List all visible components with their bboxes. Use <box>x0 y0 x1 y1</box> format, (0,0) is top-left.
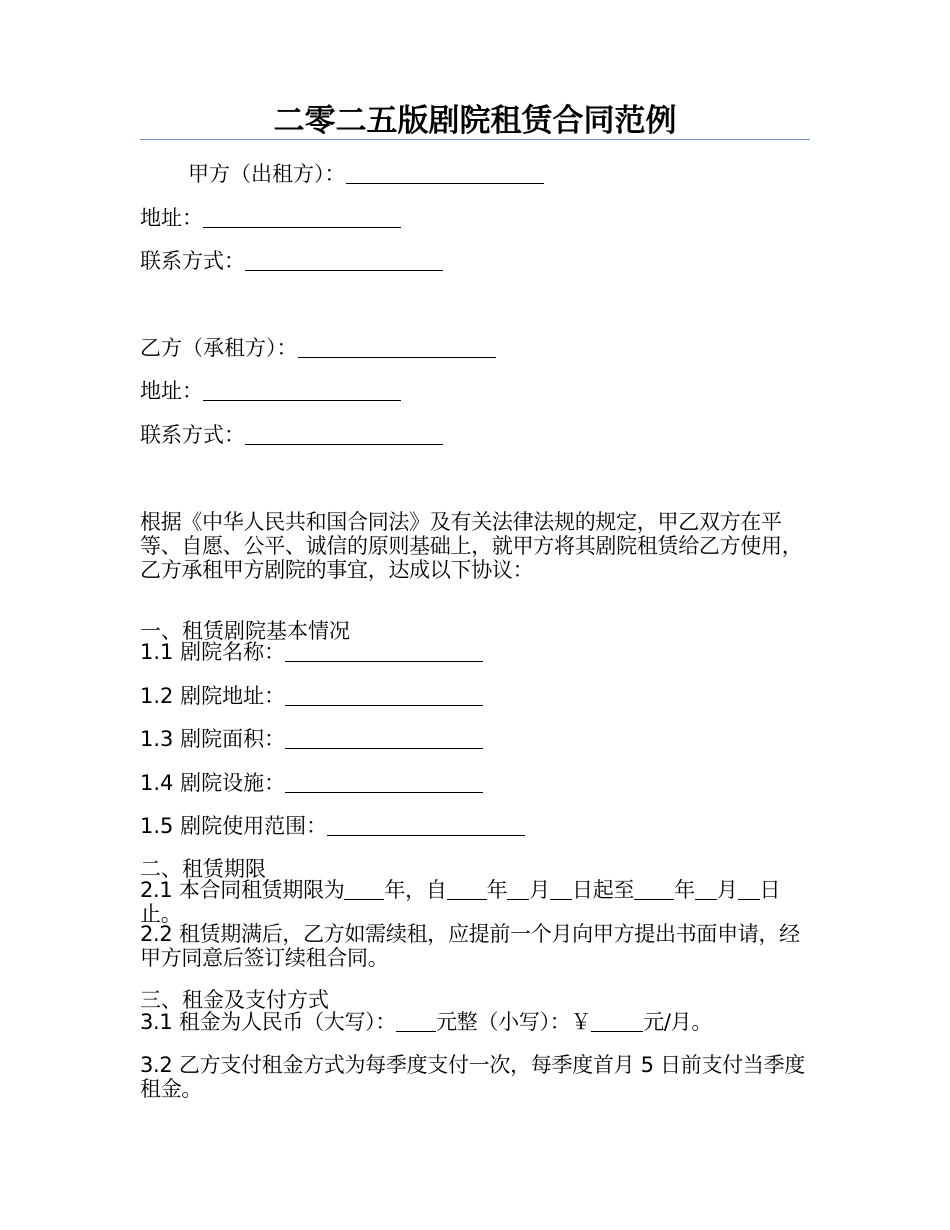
term-years-blank[interactable] <box>344 879 384 900</box>
clause-1-2 <box>140 684 483 708</box>
end-day-blank[interactable] <box>738 879 760 900</box>
clause-2-1-text-f: 年 <box>674 878 695 902</box>
clause-1-1-label: 1.1 剧院名称： <box>140 640 286 664</box>
clause-2-1-text-g: 月 <box>716 878 738 902</box>
clause-1-4 <box>140 771 483 795</box>
clause-1-5 <box>140 814 525 838</box>
clause-1-4-label: 1.4 剧院设施： <box>140 771 286 795</box>
party-b-address-label: 地址： <box>140 379 203 403</box>
clause-2-1-text-e: 日起至 <box>572 878 635 902</box>
party-a-blank[interactable] <box>346 163 544 184</box>
party-b-label: 乙方（承租方）： <box>140 336 298 360</box>
clause-3-2: 3.2 乙方支付租金方式为每季度支付一次，每季度首月 5 日前支付当季度租金。 <box>140 1053 805 1101</box>
party-a-address-blank[interactable] <box>203 207 401 228</box>
theater-address-blank[interactable] <box>285 685 483 706</box>
theater-scope-blank[interactable] <box>327 815 525 836</box>
party-a-contact-line <box>140 249 443 273</box>
theater-facilities-blank[interactable] <box>285 772 483 793</box>
clause-1-2-label: 1.2 剧院地址： <box>140 684 286 708</box>
start-day-blank[interactable] <box>550 879 572 900</box>
party-b-blank[interactable] <box>298 337 496 358</box>
party-b-line <box>140 336 496 360</box>
party-a-label: 甲方（出租方）： <box>188 162 346 186</box>
clause-2-1-text-a: 2.1 本合同租赁期限为 <box>140 878 345 902</box>
clause-1-3 <box>140 727 483 751</box>
section-1-heading: 一、租赁剧院基本情况 <box>140 619 350 643</box>
clause-1-5-label: 1.5 剧院使用范围： <box>140 814 328 838</box>
party-b-contact-label: 联系方式： <box>140 423 245 447</box>
party-b-address-line <box>140 379 401 403</box>
rent-numeric-blank[interactable] <box>591 1011 643 1032</box>
party-a-address-line <box>140 206 401 230</box>
clause-3-1-text-b: 元整（小写）：￥ <box>436 1010 592 1034</box>
clause-3-1-text-c: 元/月。 <box>643 1010 713 1034</box>
end-month-blank[interactable] <box>695 879 717 900</box>
theater-name-blank[interactable] <box>285 641 483 662</box>
party-a-address-label: 地址： <box>140 206 203 230</box>
clause-2-2: 2.2 租赁期满后，乙方如需续租，应提前一个月向甲方提出书面申请，经甲方同意后签订续租合同。 <box>140 922 800 970</box>
party-b-contact-line <box>140 423 443 447</box>
clause-2-1-text-d: 月 <box>529 878 550 902</box>
clause-2-1-text-b: 年，自 <box>384 878 447 902</box>
party-a-contact-label: 联系方式： <box>140 249 245 273</box>
start-year-blank[interactable] <box>447 879 487 900</box>
section-2-heading: 二、租赁期限 <box>140 857 266 881</box>
preamble-paragraph: 根据《中华人民共和国合同法》及有关法律法规的规定，甲乙双方在平等、自愿、公平、诚信的原则基础上，就甲方将其剧院租赁给乙方使用，乙方承租甲方剧院的事宜，达成以下协议： <box>140 510 803 582</box>
clause-2-1 <box>140 878 812 926</box>
title-underline <box>140 139 810 140</box>
party-a-line <box>188 162 544 186</box>
clause-2-1-text-h: 日止。 <box>140 878 781 926</box>
clause-1-3-label: 1.3 剧院面积： <box>140 727 286 751</box>
end-year-blank[interactable] <box>634 879 674 900</box>
party-a-contact-blank[interactable] <box>245 250 443 271</box>
rent-uppercase-blank[interactable] <box>396 1011 436 1032</box>
party-b-contact-blank[interactable] <box>245 424 443 445</box>
theater-area-blank[interactable] <box>285 728 483 749</box>
clause-1-1 <box>140 640 483 664</box>
clause-3-1-text-a: 3.1 租金为人民币（大写）： <box>140 1010 397 1034</box>
clause-3-1 <box>140 1010 812 1034</box>
party-b-address-blank[interactable] <box>203 380 401 401</box>
document-title: 二零二五版剧院租赁合同范例 <box>273 103 677 139</box>
clause-2-1-text-c: 年 <box>486 878 508 902</box>
section-3-heading: 三、租金及支付方式 <box>140 988 329 1012</box>
start-month-blank[interactable] <box>507 879 529 900</box>
